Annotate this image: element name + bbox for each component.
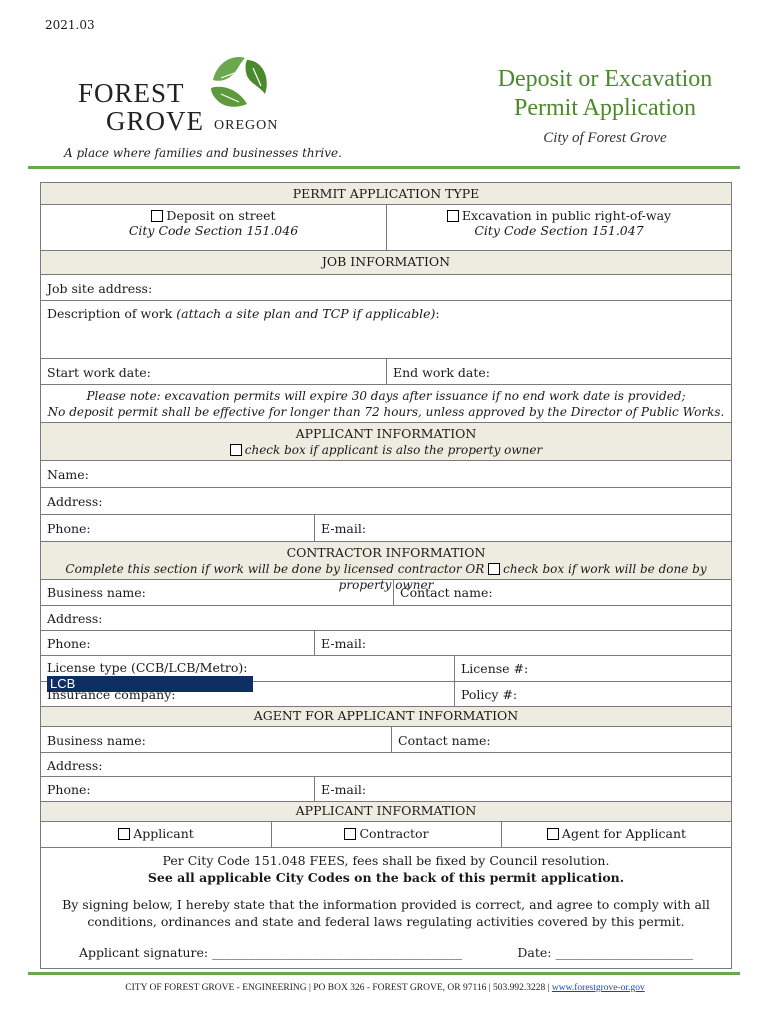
oak-leaf-icon — [203, 50, 273, 120]
section-title: APPLICANT INFORMATION — [295, 426, 477, 441]
tagline: A place where families and businesses thrive. — [64, 146, 342, 160]
contractor-phone-field[interactable] — [41, 631, 314, 655]
description-note: (attach a site plan and TCP if applicable) — [176, 306, 436, 321]
expiration-note — [41, 385, 731, 423]
signer-type-row — [41, 822, 731, 848]
permit-option-excavation — [386, 205, 731, 250]
logo-oregon: OREGON — [214, 118, 279, 133]
insurance-field[interactable] — [41, 682, 454, 706]
contractor-contact-field[interactable] — [393, 580, 731, 605]
applicant-contact-row — [41, 515, 731, 542]
contractor-business-label: Business name: — [47, 585, 146, 600]
agent-option-label: Agent for Applicant — [561, 826, 687, 841]
license-row — [41, 656, 731, 691]
excavation-checkbox[interactable] — [447, 210, 459, 222]
contractor-email-field[interactable] — [314, 631, 731, 655]
contractor-contact-label: Contact name: — [400, 585, 493, 600]
page-subtitle: City of Forest Grove — [543, 130, 667, 146]
description-label — [41, 301, 446, 358]
statement-line-1: By signing below, I hereby state that the information provided is correct, and agree to comply with all — [62, 897, 710, 912]
applicant-name-field[interactable] — [41, 461, 731, 488]
certification-block — [41, 848, 731, 968]
header-divider — [28, 166, 740, 169]
license-type-input[interactable]: LCB — [47, 676, 253, 692]
note-line-1: Please note: excavation permits will expire 30 days after issuance if no end work date is provided; — [86, 389, 686, 403]
logo-grove: GROVE — [106, 106, 204, 136]
contractor-checkbox[interactable] — [344, 828, 356, 840]
contractor-contact-row — [41, 631, 731, 656]
applicant-checkbox[interactable] — [118, 828, 130, 840]
insurance-row — [41, 682, 731, 707]
insurance-label: Insurance company: — [47, 687, 176, 702]
owner-checkbox[interactable] — [230, 444, 242, 456]
owner-checkbox-label: check box if applicant is also the property owner — [244, 443, 543, 457]
website-link[interactable]: www.forestgrove-or.gov — [551, 983, 645, 993]
signer-option-applicant — [41, 822, 271, 847]
agent-business-field[interactable] — [41, 727, 391, 752]
end-date-field[interactable] — [386, 359, 731, 384]
fees-note: Per City Code 151.048 FEES, fees shall be fixed by Council resolution. — [162, 853, 610, 868]
applicant-phone-label: Phone: — [47, 521, 91, 536]
contractor-option-label: Contractor — [359, 826, 429, 841]
agent-name-row — [41, 727, 731, 753]
applicant-address-field[interactable] — [41, 488, 731, 515]
permit-form — [40, 182, 732, 969]
section-title: CONTRACTOR INFORMATION — [286, 545, 486, 560]
section-title: APPLICANT INFORMATION — [295, 803, 477, 818]
contractor-address-field[interactable] — [41, 606, 731, 631]
footer-divider — [28, 972, 740, 975]
license-number-field[interactable] — [454, 656, 731, 681]
agent-address-field[interactable] — [41, 753, 731, 777]
deposit-checkbox[interactable] — [151, 210, 163, 222]
excavation-code: City Code Section 151.047 — [474, 223, 644, 238]
signature-date-field[interactable]: Date: ______________________ — [517, 945, 693, 960]
section-header-permit-type — [41, 183, 731, 205]
policy-label: Policy #: — [461, 687, 518, 702]
license-type-label: License type (CCB/LCB/Metro): — [47, 660, 248, 675]
policy-field[interactable] — [454, 682, 731, 706]
section-header-job — [41, 251, 731, 275]
section-header-agent — [41, 707, 731, 727]
deposit-label: Deposit on street — [166, 208, 276, 223]
agent-address-label: Address: — [47, 758, 103, 773]
contractor-address-label: Address: — [47, 611, 103, 626]
applicant-email-field[interactable] — [314, 515, 731, 541]
property-owner-checkbox[interactable] — [488, 563, 500, 575]
section-title: AGENT FOR APPLICANT INFORMATION — [253, 708, 519, 723]
signer-option-contractor — [271, 822, 501, 847]
page-title-line2: Permit Application — [514, 95, 696, 121]
section-header-applicant — [41, 423, 731, 461]
signature-field[interactable]: Applicant signature: ________________________________________ — [79, 945, 463, 960]
statement-line-2: conditions, ordinances and state and federal laws regulating activities covered by this permit. — [87, 914, 685, 929]
description-text: Description of work — [47, 306, 173, 321]
description-colon: : — [435, 306, 440, 321]
section-title: PERMIT APPLICATION TYPE — [292, 186, 480, 201]
excavation-label: Excavation in public right-of-way — [461, 208, 672, 223]
job-site-address-field[interactable] — [41, 275, 731, 301]
form-version: 2021.03 — [45, 18, 95, 32]
applicant-name-label: Name: — [47, 467, 89, 482]
applicant-phone-field[interactable] — [41, 515, 314, 541]
permit-option-deposit — [41, 205, 386, 250]
applicant-option-label: Applicant — [133, 826, 194, 841]
section-header-signer — [41, 802, 731, 822]
logo-forest: FOREST — [78, 78, 185, 108]
agent-contact-label: Contact name: — [398, 733, 491, 748]
permit-type-row — [41, 205, 731, 251]
note-line-2: No deposit permit shall be effective for longer than 72 hours, unless approved by the Director of Public Works. — [47, 405, 725, 419]
agent-business-label: Business name: — [47, 733, 146, 748]
contractor-phone-label: Phone: — [47, 636, 91, 651]
description-field[interactable] — [41, 301, 731, 359]
section-header-contractor — [41, 542, 731, 592]
contractor-note-post: check box if work will be done by property owner — [338, 562, 707, 592]
agent-contact-field[interactable] — [391, 727, 731, 752]
start-date-label: Start work date: — [47, 365, 151, 380]
agent-contact-row — [41, 777, 731, 802]
agent-checkbox[interactable] — [547, 828, 559, 840]
city-logo — [78, 50, 308, 140]
page-title-line1: Deposit or Excavation — [497, 66, 713, 92]
signer-option-agent — [501, 822, 731, 847]
license-type-field — [41, 656, 454, 691]
section-title: JOB INFORMATION — [321, 254, 451, 269]
dates-row — [41, 359, 731, 385]
license-number-label: License #: — [461, 661, 529, 676]
start-date-field[interactable] — [41, 359, 386, 384]
job-site-address-label: Job site address: — [47, 281, 153, 296]
agent-email-field[interactable] — [314, 777, 731, 801]
contractor-note-pre: Complete this section if work will be done by licensed contractor OR — [65, 562, 485, 576]
agent-phone-label: Phone: — [47, 782, 91, 797]
deposit-code: City Code Section 151.046 — [128, 223, 299, 238]
footer-address: CITY OF FOREST GROVE - ENGINEERING | PO BOX 326 - FOREST GROVE, OR 97116 | 503.992.3228 | — [125, 983, 550, 993]
contractor-email-label: E-mail: — [321, 636, 367, 651]
see-codes-note: See all applicable City Codes on the back of this permit application. — [147, 870, 625, 885]
agent-email-label: E-mail: — [321, 782, 367, 797]
contractor-business-field[interactable] — [41, 580, 393, 605]
applicant-email-label: E-mail: — [321, 521, 367, 536]
contractor-name-row — [41, 580, 731, 606]
end-date-label: End work date: — [393, 365, 490, 380]
footer — [40, 983, 730, 993]
applicant-address-label: Address: — [47, 494, 103, 509]
agent-phone-field[interactable] — [41, 777, 314, 801]
